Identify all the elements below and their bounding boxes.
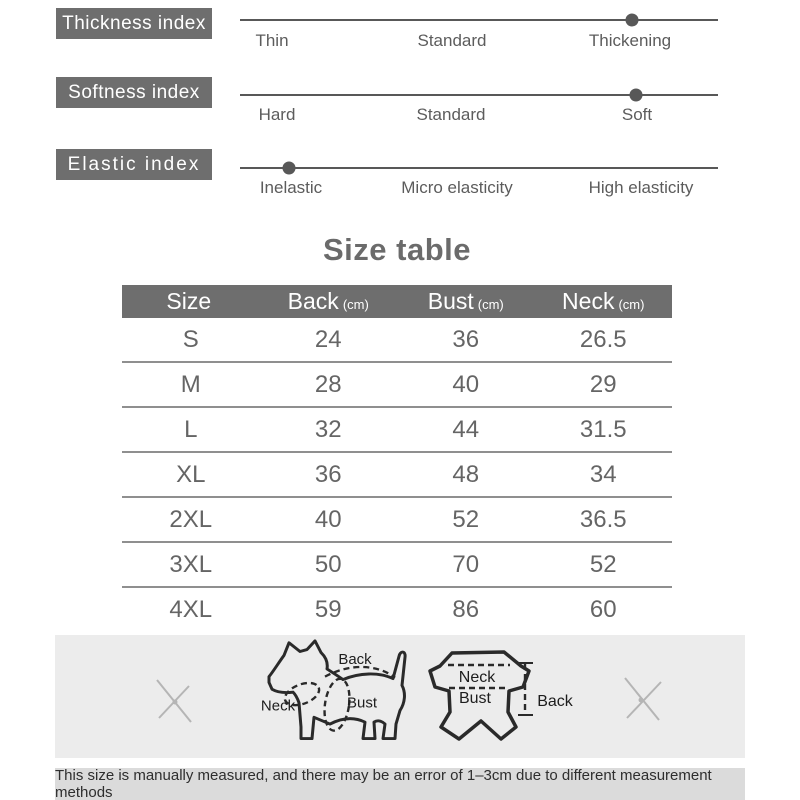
size-table-header (122, 285, 672, 318)
cell-back: 28 (314, 370, 342, 398)
cell-neck: 36.5 (579, 505, 627, 533)
dog-outline (269, 641, 405, 739)
table-row (122, 588, 672, 631)
softness-option-hard: Hard (258, 105, 296, 124)
thickness-index-track (240, 19, 718, 21)
cell-bust: 44 (452, 415, 480, 443)
table-row (122, 363, 672, 408)
thickness-index-marker (626, 14, 639, 27)
cell-back: 36 (314, 460, 342, 488)
cell-neck: 29 (589, 370, 617, 398)
left-decorative-cross-icon (145, 672, 201, 728)
measurement-diagram-panel (55, 635, 745, 758)
table-row (122, 543, 672, 588)
column-header-bust (397, 288, 535, 315)
softness-index-label (56, 77, 212, 108)
cell-bust: 48 (452, 460, 480, 488)
elastic-index-marker (283, 162, 296, 175)
cell-neck: 26.5 (579, 325, 627, 353)
cell-bust: 36 (452, 325, 480, 353)
size-table-title: Size table (323, 232, 471, 267)
cell-bust: 40 (452, 370, 480, 398)
cell-neck: 52 (589, 550, 617, 578)
garment-measurement-diagram (428, 643, 578, 753)
softness-index-track (240, 94, 718, 96)
elastic-index-text: Elastic index (67, 153, 201, 175)
cell-back: 24 (314, 325, 342, 353)
cell-back: 32 (314, 415, 342, 443)
deco-dot (639, 698, 644, 703)
garment-bust-label: Bust (458, 690, 492, 707)
cell-back: 59 (314, 595, 342, 623)
cell-size: 3XL (169, 550, 213, 578)
column-unit: (cm) (342, 297, 369, 312)
column-header-size (122, 288, 260, 315)
thickness-index-text: Thickness index (62, 12, 206, 34)
cell-back: 50 (314, 550, 342, 578)
column-unit: (cm) (618, 297, 645, 312)
cell-neck: 34 (589, 460, 617, 488)
thickness-option-standard: Standard (417, 31, 487, 50)
cell-size: 2XL (169, 505, 213, 533)
column-label: Neck (562, 288, 615, 314)
column-label: Size (166, 288, 212, 314)
cell-neck: 31.5 (579, 415, 627, 443)
softness-option-standard: Standard (416, 105, 486, 124)
elastic-option-high: High elasticity (588, 178, 694, 197)
elastic-option-micro: Micro elasticity (401, 178, 513, 197)
column-unit: (cm) (477, 297, 504, 312)
thickness-option-thin: Thin (255, 31, 289, 50)
cell-size: XL (176, 460, 206, 488)
thickness-index-label (56, 8, 212, 39)
cell-size: L (184, 415, 198, 443)
garment-back-label: Back (537, 693, 573, 710)
column-header-back (260, 288, 398, 315)
measurement-disclaimer (55, 768, 745, 800)
thickness-option-thickening: Thickening (588, 31, 672, 50)
dog-neck-label: Neck (260, 698, 296, 715)
cell-size: 4XL (169, 595, 213, 623)
garment-neck-label: Neck (458, 669, 496, 686)
table-row (122, 318, 672, 363)
softness-index-text: Softness index (68, 81, 200, 103)
softness-option-soft: Soft (621, 105, 653, 124)
cell-bust: 70 (452, 550, 480, 578)
deco-dot (173, 700, 178, 705)
elastic-option-inelastic: Inelastic (259, 178, 323, 197)
column-label: Back (287, 288, 339, 314)
dog-measurement-diagram (255, 637, 425, 755)
cell-bust: 86 (452, 595, 480, 623)
elastic-index-label (56, 149, 212, 180)
softness-index-marker (630, 89, 643, 102)
dog-bust-label: Bust (346, 695, 378, 712)
cell-neck: 60 (589, 595, 617, 623)
cell-back: 40 (314, 505, 342, 533)
column-label: Bust (427, 288, 474, 314)
size-table (122, 285, 672, 631)
column-header-neck (535, 288, 673, 315)
cell-size: M (180, 370, 201, 398)
right-decorative-cross-icon (615, 670, 671, 726)
dog-back-label: Back (338, 652, 372, 669)
table-row (122, 408, 672, 453)
disclaimer-text: This size is manually measured, and there may be an error of 1–3cm due to different measurement methods (55, 767, 712, 800)
table-row (122, 453, 672, 498)
elastic-index-track (240, 167, 718, 169)
cell-bust: 52 (452, 505, 480, 533)
cell-size: S (182, 325, 199, 353)
table-row (122, 498, 672, 543)
